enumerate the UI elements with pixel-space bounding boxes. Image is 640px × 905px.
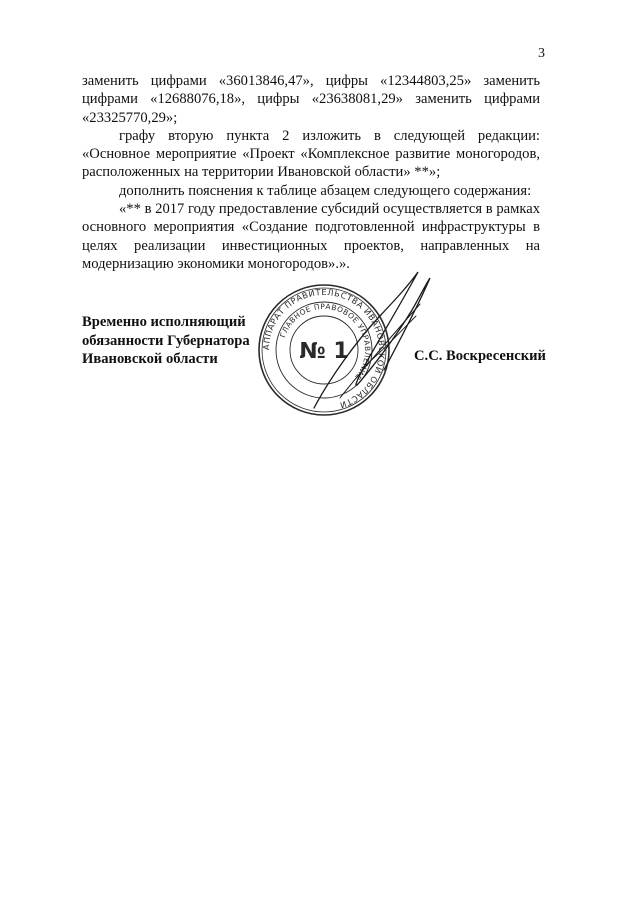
signer-name: С.С. Воскресенский bbox=[414, 348, 546, 364]
handwritten-signature bbox=[300, 258, 450, 428]
paragraph-footnote-text: «** в 2017 году предоставление субсидий осуществляется в рамках основного мероприятия «Создание подготовленной инфраструктуры в целях реализации инвестиционных проектов, направленных на модернизацию экономики моногородов».». bbox=[82, 201, 540, 272]
signer-position bbox=[82, 313, 262, 369]
paragraph-replace-figures: заменить цифрами «36013846,47», цифры «12344803,25» заменить цифрами «12688076,18», цифры «23638081,29» заменить цифрами «23325770,29»; bbox=[82, 73, 540, 126]
paragraph-column-two: графу вторую пункта 2 изложить в следующей редакции: «Основное мероприятие «Проект «Комплексное развитие моногородов, расположенных на территории Ивановской области» **»; bbox=[82, 127, 540, 181]
seal-inner-text: ГЛАВНОЕ ПРАВОВОЕ УПРАВЛЕНИЕ bbox=[278, 301, 373, 382]
signer-position-line: обязанности Губернатора bbox=[82, 332, 250, 349]
document-body bbox=[82, 72, 540, 273]
seal-number: № 1 bbox=[299, 339, 349, 364]
seal-ring-text: АППАРАТ ПРАВИТЕЛЬСТВА ИВАНОВСКОЙ ОБЛАСТИ bbox=[260, 286, 388, 411]
signer-position-line: Ивановской области bbox=[82, 351, 218, 367]
signer-position-line: Временно исполняющий bbox=[82, 314, 246, 330]
page-number: 3 bbox=[538, 46, 545, 61]
paragraph-add-explanation: дополнить пояснения к таблице абзацем следующего содержания: bbox=[119, 182, 532, 199]
